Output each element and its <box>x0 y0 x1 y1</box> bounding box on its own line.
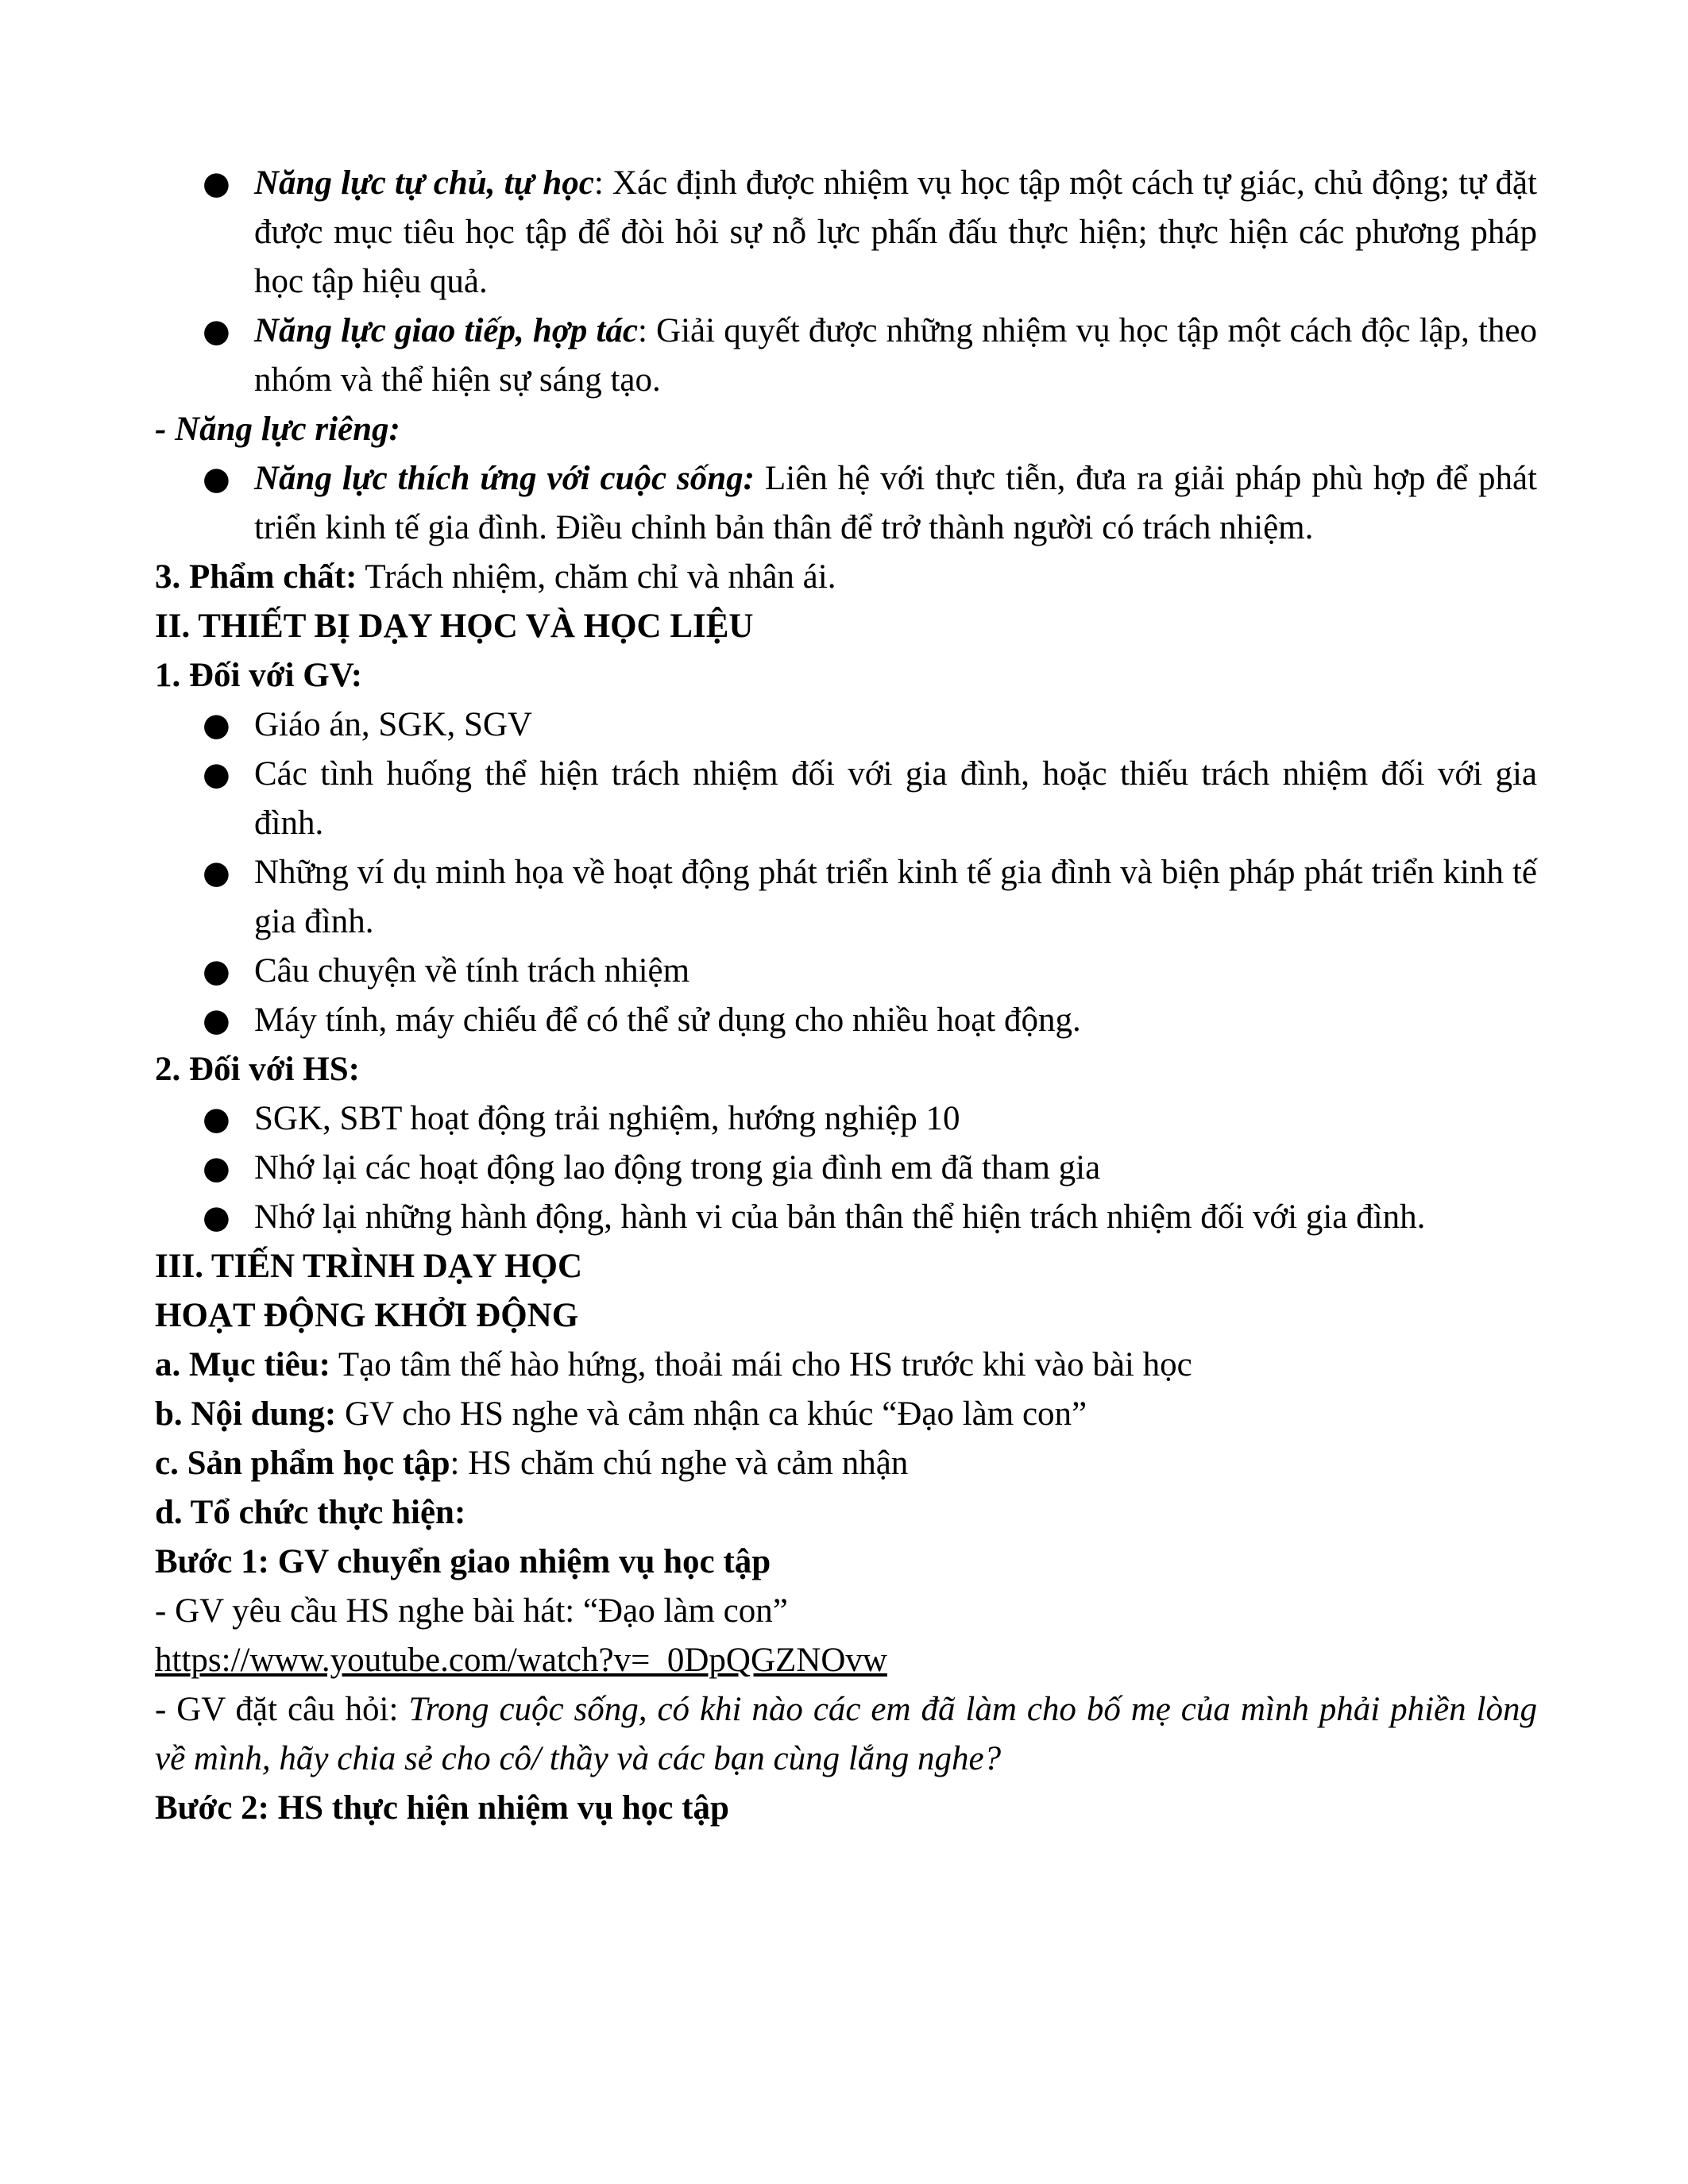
content-text: GV cho HS nghe và cảm nhận ca khúc “Đạo làm con” <box>336 1395 1087 1433</box>
list-item <box>254 159 1537 307</box>
student-heading: 2. Đối với HS: <box>155 1051 360 1088</box>
section-3-heading: III. TIẾN TRÌNH DẠY HỌC <box>155 1248 583 1285</box>
step-2-heading: Bước 2: HS thực hiện nhiệm vụ học tập <box>155 1789 729 1827</box>
list-item <box>254 307 1537 405</box>
step-1-request: - GV yêu cầu HS nghe bài hát: “Đạo làm con” <box>155 1592 788 1630</box>
list-item: ● Nhớ lại các hoạt động lao động trong gia đình em đã tham gia <box>254 1144 1537 1193</box>
question-text: Trong cuộc sống, có khi nào các em đã làm cho bố mẹ của mình phải phiền lòng về mình, hãy chia sẻ cho cô/ thầy và các bạn cùng lắng nghe? <box>155 1691 1538 1777</box>
product-text: : HS chăm chú nghe và cảm nhận <box>450 1445 909 1482</box>
competency-text: : Giải quyết được những nhiệm vụ học tập một cách độc lập, theo nhóm và thể hiện sự sáng tạo. <box>254 312 1537 399</box>
video-link-line <box>155 1636 1537 1685</box>
objective-label: a. Mục tiêu: <box>155 1346 330 1383</box>
question-line <box>155 1685 1537 1784</box>
content-label: b. Nội dung: <box>155 1395 337 1433</box>
activity-heading: HOẠT ĐỘNG KHỞI ĐỘNG <box>155 1297 579 1334</box>
objective-line <box>155 1341 1537 1390</box>
competency-label: Năng lực tự chủ, tự học <box>254 164 594 202</box>
student-materials-list <box>155 1094 1537 1242</box>
qualities-label: 3. Phẩm chất: <box>155 558 357 596</box>
qualities-text: Trách nhiệm, chăm chỉ và nhân ái. <box>357 558 836 596</box>
organization-heading: d. Tổ chức thực hiện: <box>155 1494 466 1531</box>
teacher-heading: 1. Đối với GV: <box>155 657 363 694</box>
general-competency-list <box>155 159 1537 405</box>
competency-label: Năng lực giao tiếp, hợp tác <box>254 312 638 349</box>
step-1-heading: Bước 1: GV chuyển giao nhiệm vụ học tập <box>155 1543 771 1580</box>
list-item: ● Các tình huống thể hiện trách nhiệm đối với gia đình, hoặc thiếu trách nhiệm đối với gia đình. <box>254 750 1537 848</box>
teacher-materials-list <box>155 700 1537 1045</box>
list-item: ● Câu chuyện về tính trách nhiệm <box>254 947 1537 996</box>
specific-competency-list <box>155 454 1537 553</box>
product-line <box>155 1439 1537 1488</box>
competency-text: : Xác định được nhiệm vụ học tập một cách tự giác, chủ động; tự đặt được mục tiêu học tập để đòi hỏi sự nỗ lực phấn đấu thực hiện; thực hiện các phương pháp học tập hiệu quả. <box>254 164 1537 300</box>
list-item: ● Những ví dụ minh họa về hoạt động phát triển kinh tế gia đình và biện pháp phát triển kinh tế gia đình. <box>254 848 1537 947</box>
competency-text: Liên hệ với thực tiễn, đưa ra giải pháp phù hợp để phát triển kinh tế gia đình. Điều chỉnh bản thân để trở thành người có trách nhiệm. <box>254 460 1537 546</box>
objective-text: Tạo tâm thế hào hứng, thoải mái cho HS trước khi vào bài học <box>330 1346 1192 1383</box>
list-item <box>254 454 1537 553</box>
question-prefix: - GV đặt câu hỏi: <box>155 1691 409 1728</box>
list-item: ● Máy tính, máy chiếu để có thể sử dụng cho nhiều hoạt động. <box>254 996 1537 1045</box>
specific-competency-heading: - Năng lực riêng: <box>155 411 400 448</box>
qualities-line <box>155 553 1537 602</box>
product-label: c. Sản phẩm học tập <box>155 1445 450 1482</box>
list-item: ● SGK, SBT hoạt động trải nghiệm, hướng nghiệp 10 <box>254 1094 1537 1144</box>
list-item: ● Giáo án, SGK, SGV <box>254 700 1537 750</box>
competency-label: Năng lực thích ứng với cuộc sống: <box>254 460 755 497</box>
list-item: ● Nhớ lại những hành động, hành vi của bản thân thể hiện trách nhiệm đối với gia đình. <box>254 1193 1537 1242</box>
content-line <box>155 1390 1537 1439</box>
section-2-heading: II. THIẾT BỊ DẠY HỌC VÀ HỌC LIỆU <box>155 608 754 645</box>
video-link[interactable]: https://www.youtube.com/watch?v=_0DpQGZNOvw <box>155 1642 887 1679</box>
